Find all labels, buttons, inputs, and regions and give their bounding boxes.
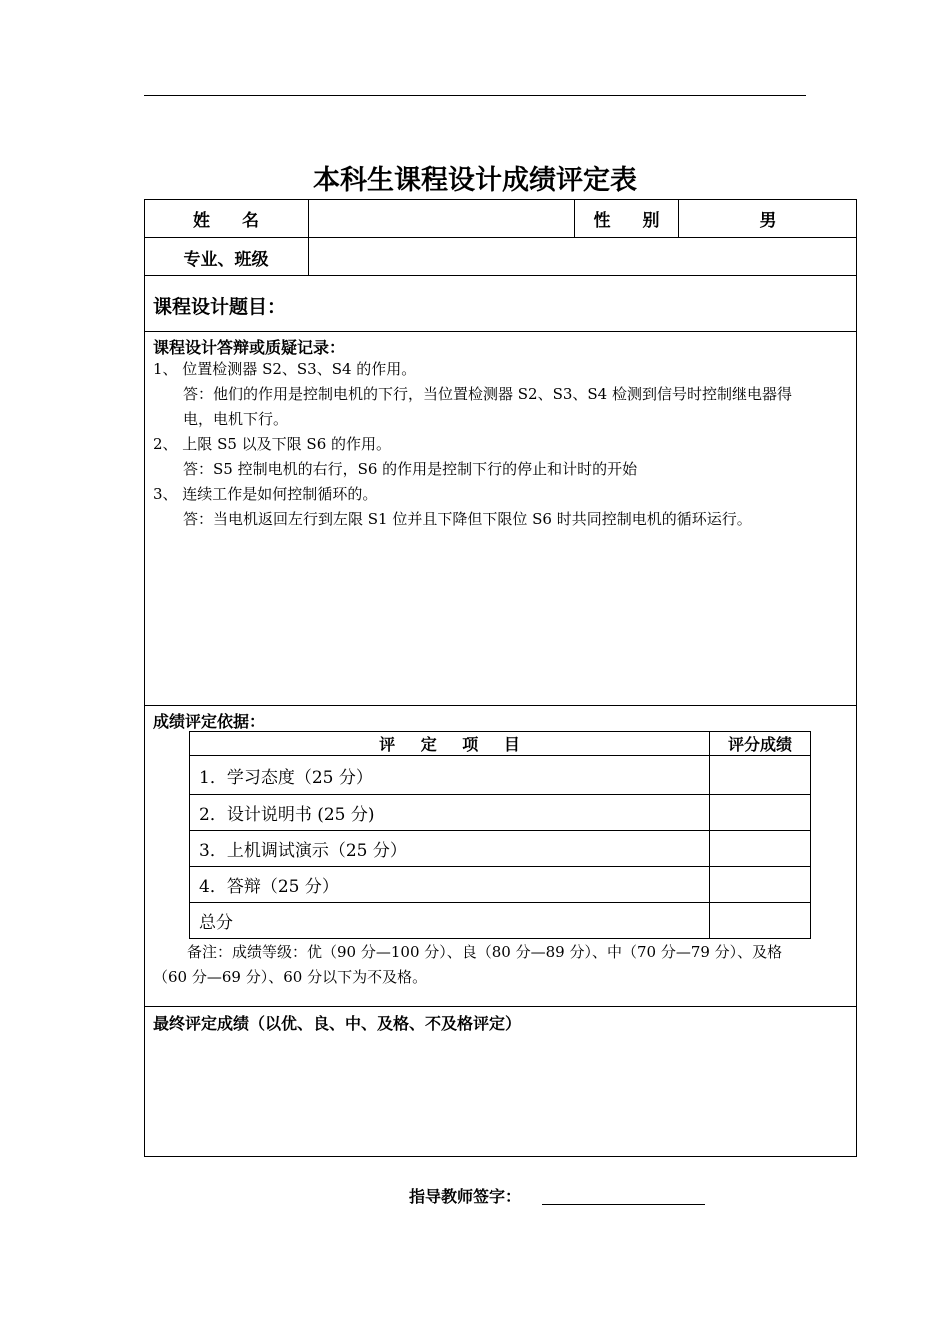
row-divider: [144, 1006, 857, 1007]
page-title: 本科生课程设计成绩评定表: [313, 165, 637, 196]
col-header-item: 评 定 项 目: [190, 732, 710, 756]
header-rule: [144, 95, 806, 96]
grading-basis-label: 成绩评定依据：: [153, 712, 266, 731]
item-debug-demo: 3．上机调试演示（25 分）: [190, 831, 710, 867]
defense-question-1: 1、 位置检测器 S2、S3、S4 的作用。: [153, 360, 417, 378]
row-divider: [144, 705, 857, 706]
defense-question-2: 2、 上限 S5 以及下限 S6 的作用。: [153, 435, 392, 453]
defense-answer-3: 答：当电机返回左行到左限 S1 位并且下降但下限位 S6 时共同控制电机的循环运行。: [183, 510, 752, 528]
defense-answer-2: 答：S5 控制电机的右行，S6 的作用是控制下行的停止和计时的开始: [183, 460, 638, 478]
row-divider: [144, 331, 857, 332]
signature-underline: [542, 1204, 705, 1205]
item-defense: 4．答辩（25 分）: [190, 867, 710, 903]
score-cell[interactable]: [710, 795, 811, 831]
table-row: [190, 795, 811, 831]
item-design-doc: 2．设计说明书 (25 分): [190, 795, 710, 831]
item-total: 总分: [190, 903, 710, 939]
col-header-score: 评分成绩: [710, 732, 811, 756]
major-class-label: 专业、班级: [183, 249, 269, 270]
score-cell[interactable]: [710, 756, 811, 795]
gender-label: 性 别: [593, 210, 660, 231]
score-cell[interactable]: [710, 903, 811, 939]
table-row: [190, 756, 811, 795]
final-grade-field[interactable]: [153, 1040, 848, 1148]
defense-question-3: 3、 连续工作是如何控制循环的。: [153, 485, 378, 503]
major-class-field[interactable]: [309, 238, 857, 276]
score-cell[interactable]: [710, 831, 811, 867]
table-row: [190, 867, 811, 903]
gender-value[interactable]: 男: [759, 210, 777, 231]
teacher-signature-label: 指导教师签字：: [409, 1187, 522, 1206]
grading-table: [189, 731, 811, 939]
grading-table-header: [190, 732, 811, 756]
table-row: [190, 831, 811, 867]
name-label: 姓 名: [193, 210, 259, 231]
defense-answer-1: 答：他们的作用是控制电机的下行，当位置检测器 S2、S3、S4 检测到信号时控制继电器得: [183, 385, 792, 403]
score-cell[interactable]: [710, 867, 811, 903]
grading-note-cont: （60 分—69 分）、60 分以下为不及格。: [153, 968, 428, 986]
grading-note: 备注：成绩等级：优（90 分—100 分）、良（80 分—89 分）、中（70 分—79 分）、及格: [187, 943, 783, 961]
table-row: [190, 903, 811, 939]
teacher-signature-field[interactable]: [542, 1182, 705, 1204]
topic-label: 课程设计题目：: [153, 296, 287, 318]
item-attitude: 1．学习态度（25 分）: [190, 756, 710, 795]
name-field[interactable]: [309, 199, 574, 237]
final-grade-label: 最终评定成绩（以优、良、中、及格、不及格评定）: [153, 1014, 522, 1033]
defense-answer-1-cont: 电，电机下行。: [183, 410, 289, 428]
defense-record-label: 课程设计答辩或质疑记录：: [153, 338, 346, 357]
